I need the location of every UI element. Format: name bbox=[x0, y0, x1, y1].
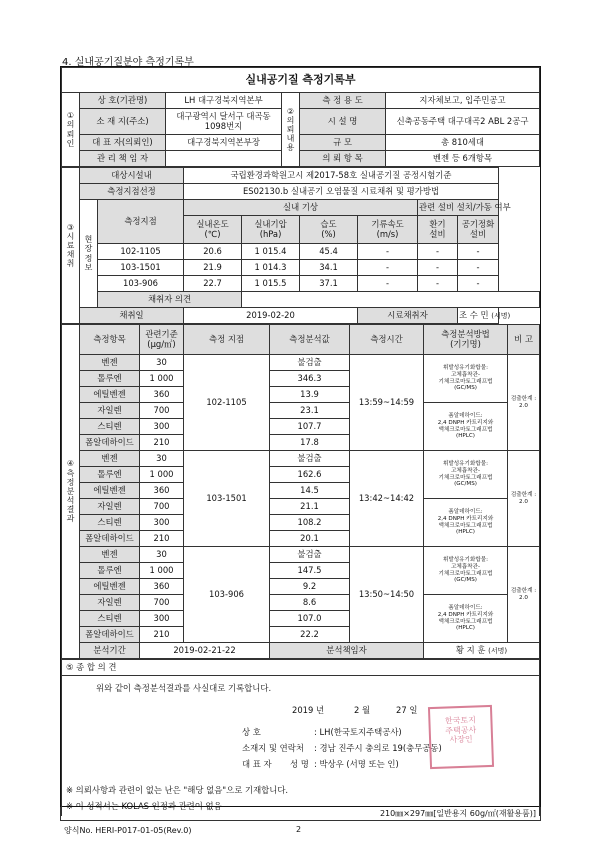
item: 에틸벤젠 bbox=[80, 483, 140, 499]
client-value: LH 대구경북지역본부 bbox=[166, 93, 282, 109]
company-key: 상 호 bbox=[242, 727, 261, 737]
col-pressure: 실내기압 (hPa) bbox=[242, 216, 300, 244]
detection-limit: 검출한계 : 2.0 bbox=[508, 355, 540, 451]
value: 21.1 bbox=[270, 499, 350, 515]
period-value: 2019-02-21-22 bbox=[140, 643, 270, 659]
value: 22.2 bbox=[270, 627, 350, 643]
h-note: 비 고 bbox=[508, 325, 540, 355]
client-key: 소 재 지(주소) bbox=[80, 109, 166, 135]
request-key: 시 설 명 bbox=[300, 109, 386, 135]
measurement-record-form bbox=[60, 66, 541, 811]
summary-section-label: ⑤ 종 합 의 견 bbox=[62, 660, 540, 676]
std: 210 bbox=[140, 531, 184, 547]
col-vent: 환기 설비 bbox=[418, 216, 458, 244]
value: 23.1 bbox=[270, 403, 350, 419]
statement: 위와 같이 측정분석결과를 사실대로 기록합니다. bbox=[96, 683, 272, 693]
detection-limit: 검출한계 : 2.0 bbox=[508, 451, 540, 547]
address-value: : 경남 진주시 충의로 19(충무공동) bbox=[314, 743, 442, 753]
basis-value: 국립환경과학원고시 제2017-58호 실내공기질 공정시험기준 bbox=[184, 168, 499, 184]
form-number: 양식No. HERI-P017-01-05(Rev.0) bbox=[64, 826, 192, 835]
col-purifier: 공기정화 설비 bbox=[458, 216, 499, 244]
col-temp: 실내온도 (℃) bbox=[184, 216, 242, 244]
h-time: 측정시간 bbox=[350, 325, 424, 355]
request-value: 지자체보고, 입주민공고 bbox=[386, 93, 540, 109]
date-month: 2 월 bbox=[354, 705, 371, 715]
item: 톨루엔 bbox=[80, 467, 140, 483]
item: 자일렌 bbox=[80, 499, 140, 515]
std: 360 bbox=[140, 483, 184, 499]
company-seal bbox=[428, 705, 494, 769]
value: 147.5 bbox=[270, 563, 350, 579]
h-std: 관련기준 (μg/㎥) bbox=[140, 325, 184, 355]
note-na: ※ 의뢰사항과 관련이 없는 난은 "해당 없음"으로 기재합니다. bbox=[66, 785, 289, 795]
item: 자일렌 bbox=[80, 595, 140, 611]
site-temp: 21.9 bbox=[184, 260, 242, 276]
basis-key: 대상시설내 bbox=[80, 168, 184, 184]
value: 108.2 bbox=[270, 515, 350, 531]
group-point: 103-1501 bbox=[184, 451, 270, 547]
detection-limit: 검출한계 : 2.0 bbox=[508, 547, 540, 643]
group-point: 103-906 bbox=[184, 547, 270, 643]
site-purifier: - bbox=[458, 260, 499, 276]
site-purifier: - bbox=[458, 276, 499, 292]
std: 30 bbox=[140, 547, 184, 563]
point-header: 측정지점 bbox=[98, 200, 184, 244]
weather-header: 실내 기상 bbox=[184, 200, 418, 216]
value: 346.3 bbox=[270, 371, 350, 387]
value: 162.6 bbox=[270, 467, 350, 483]
value: 9.2 bbox=[270, 579, 350, 595]
request-value: 벤젠 등 6개항목 bbox=[386, 151, 540, 167]
site-temp: 22.7 bbox=[184, 276, 242, 292]
value: 8.6 bbox=[270, 595, 350, 611]
opinion-key: 채취자 의견 bbox=[98, 292, 242, 308]
company-value: : LH(한국토지주택공사) bbox=[314, 727, 402, 737]
value: 13.9 bbox=[270, 387, 350, 403]
sampling-section-label: ③ 시 료 채 취 bbox=[62, 168, 80, 324]
client-value bbox=[166, 151, 282, 167]
client-key: 대 표 자(의뢰인) bbox=[80, 135, 166, 151]
site-airflow: - bbox=[358, 244, 418, 260]
site-temp: 20.6 bbox=[184, 244, 242, 260]
client-value: 대구광역시 달서구 대곡동 1098번지 bbox=[166, 109, 282, 135]
client-section-label: ① 의 뢰 인 bbox=[62, 93, 80, 167]
value: 107.7 bbox=[270, 419, 350, 435]
std: 30 bbox=[140, 451, 184, 467]
std: 1 000 bbox=[140, 467, 184, 483]
page-number: 2 bbox=[296, 825, 302, 834]
client-key: 상 호(기관명) bbox=[80, 93, 166, 109]
method-voc: 휘발성유기화합물: 고체흡착관- 기체크로마토그래프법 (GC/MS) bbox=[424, 451, 508, 499]
header-table bbox=[61, 67, 540, 167]
date-day: 27 일 bbox=[396, 705, 418, 715]
value: 불검출 bbox=[270, 355, 350, 371]
value: 17.8 bbox=[270, 435, 350, 451]
std: 700 bbox=[140, 499, 184, 515]
item: 폼알데하이드 bbox=[80, 531, 140, 547]
group-time: 13:50~14:50 bbox=[350, 547, 424, 643]
std: 300 bbox=[140, 419, 184, 435]
site-info-label: 현 장 정 보 bbox=[80, 200, 98, 308]
site-vent: - bbox=[418, 260, 458, 276]
item: 스티렌 bbox=[80, 611, 140, 627]
summary-header-table bbox=[61, 659, 540, 676]
opinion-value bbox=[242, 292, 540, 308]
site-pressure: 1 015.4 bbox=[242, 244, 300, 260]
seal-text: 한국토지 주택공사 사장인 bbox=[444, 715, 477, 745]
analyst-name: 황 지 훈 bbox=[455, 644, 486, 655]
value: 107.0 bbox=[270, 611, 350, 627]
rep-value: : 박상우 (서명 또는 인) bbox=[314, 759, 399, 769]
item: 톨루엔 bbox=[80, 563, 140, 579]
sampler-key: 시료채취자 bbox=[358, 308, 458, 324]
section-label: 4. 실내공기질분야 측정기록부 bbox=[62, 57, 194, 68]
note-kolas: ※ 이 성적서는 KOLAS 인정과 관련이 없음 bbox=[66, 801, 222, 811]
std: 1 000 bbox=[140, 371, 184, 387]
site-point: 103-906 bbox=[98, 276, 184, 292]
request-key: 규 모 bbox=[300, 135, 386, 151]
sampler-sign-label: (서명) bbox=[491, 311, 511, 320]
sampler-name: 조 수 민 bbox=[459, 309, 489, 320]
site-point: 103-1501 bbox=[98, 260, 184, 276]
method-hcho: 폼알데하이드: 2,4 DNPH 카트리지와 액체크로마토그래프법 (HPLC) bbox=[424, 499, 508, 547]
rep-key: 대 표 자 bbox=[242, 759, 272, 769]
item: 자일렌 bbox=[80, 403, 140, 419]
results-section-label: ④ 측 정 분 석 결 과 bbox=[62, 325, 80, 659]
std: 700 bbox=[140, 403, 184, 419]
sampler-value bbox=[458, 308, 511, 324]
group-time: 13:42~14:42 bbox=[350, 451, 424, 547]
col-humidity: 습도 (%) bbox=[300, 216, 358, 244]
h-value: 측정분석값 bbox=[270, 325, 350, 355]
item: 폼알데하이드 bbox=[80, 435, 140, 451]
method-hcho: 폼알데하이드: 2,4 DNPH 카트리지와 액체크로마토그래프법 (HPLC) bbox=[424, 403, 508, 451]
address-key: 소재지 및 연락처 bbox=[242, 743, 304, 753]
method-voc: 휘발성유기화합물: 고체흡착관- 기체크로마토그래프법 (GC/MS) bbox=[424, 355, 508, 403]
results-table bbox=[61, 324, 540, 659]
site-vent: - bbox=[418, 244, 458, 260]
value: 불검출 bbox=[270, 451, 350, 467]
site-pressure: 1 014.3 bbox=[242, 260, 300, 276]
client-value: 대구경북지역본부장 bbox=[166, 135, 282, 151]
site-humidity: 34.1 bbox=[300, 260, 358, 276]
item: 에틸벤젠 bbox=[80, 579, 140, 595]
site-airflow: - bbox=[358, 260, 418, 276]
site-purifier: - bbox=[458, 244, 499, 260]
site-pressure: 1 015.5 bbox=[242, 276, 300, 292]
date-value: 2019-02-20 bbox=[184, 308, 358, 324]
std: 300 bbox=[140, 611, 184, 627]
item: 폼알데하이드 bbox=[80, 627, 140, 643]
date-key: 채취일 bbox=[80, 308, 184, 324]
method-key: 측정지점선정 bbox=[80, 184, 184, 200]
request-value: 신축공동주택 대구대곡2 ABL 2공구 bbox=[386, 109, 540, 135]
std: 360 bbox=[140, 579, 184, 595]
col-airflow: 기류속도 (m/s) bbox=[358, 216, 418, 244]
std: 360 bbox=[140, 387, 184, 403]
std: 1 000 bbox=[140, 563, 184, 579]
item: 스티렌 bbox=[80, 419, 140, 435]
std: 210 bbox=[140, 435, 184, 451]
period-key: 분석기간 bbox=[80, 643, 140, 659]
method-voc: 휘발성유기화합물: 고체흡착관- 기체크로마토그래프법 (GC/MS) bbox=[424, 547, 508, 595]
group-point: 102-1105 bbox=[184, 355, 270, 451]
sampling-table bbox=[61, 167, 540, 324]
value: 14.5 bbox=[270, 483, 350, 499]
item: 스티렌 bbox=[80, 515, 140, 531]
analyst-sign-label: (서명) bbox=[488, 646, 508, 655]
paper-spec: 210㎜×297㎜[일반용지 60g/㎡(재활용품)] bbox=[60, 807, 541, 821]
value: 불검출 bbox=[270, 547, 350, 563]
site-point: 102-1105 bbox=[98, 244, 184, 260]
method-value: ES02130.b 실내공기 오염물질 시료채취 및 평가방법 bbox=[184, 184, 499, 200]
std: 300 bbox=[140, 515, 184, 531]
summary-area bbox=[61, 676, 540, 816]
item: 벤젠 bbox=[80, 355, 140, 371]
rep-name-key: 성 명 bbox=[290, 759, 309, 769]
h-point: 측정 지점 bbox=[184, 325, 270, 355]
method-hcho: 폼알데하이드: 2,4 DNPH 카트리지와 액체크로마토그래프법 (HPLC) bbox=[424, 595, 508, 643]
h-item: 측정항목 bbox=[80, 325, 140, 355]
item: 톨루엔 bbox=[80, 371, 140, 387]
site-airflow: - bbox=[358, 276, 418, 292]
request-section-label: ② 의 뢰 내 용 bbox=[282, 93, 300, 167]
std: 30 bbox=[140, 355, 184, 371]
item: 벤젠 bbox=[80, 547, 140, 563]
site-humidity: 45.4 bbox=[300, 244, 358, 260]
request-value: 총 810세대 bbox=[386, 135, 540, 151]
item: 에틸벤젠 bbox=[80, 387, 140, 403]
request-key: 의 뢰 항 목 bbox=[300, 151, 386, 167]
std: 210 bbox=[140, 627, 184, 643]
request-key: 측 정 용 도 bbox=[300, 93, 386, 109]
item: 벤젠 bbox=[80, 451, 140, 467]
analyst-value bbox=[424, 643, 540, 659]
site-humidity: 37.1 bbox=[300, 276, 358, 292]
std: 700 bbox=[140, 595, 184, 611]
form-title: 실내공기질 측정기록부 bbox=[62, 68, 540, 93]
analyst-key: 분석책임자 bbox=[270, 643, 424, 659]
value: 20.1 bbox=[270, 531, 350, 547]
group-time: 13:59~14:59 bbox=[350, 355, 424, 451]
h-method: 측정분석방법 (기기명) bbox=[424, 325, 508, 355]
site-vent: - bbox=[418, 276, 458, 292]
date-year: 2019 년 bbox=[292, 705, 325, 715]
client-key: 관 리 책 임 자 bbox=[80, 151, 166, 167]
equip-header: 관련 설비 설치/가동 여부 bbox=[418, 200, 499, 216]
